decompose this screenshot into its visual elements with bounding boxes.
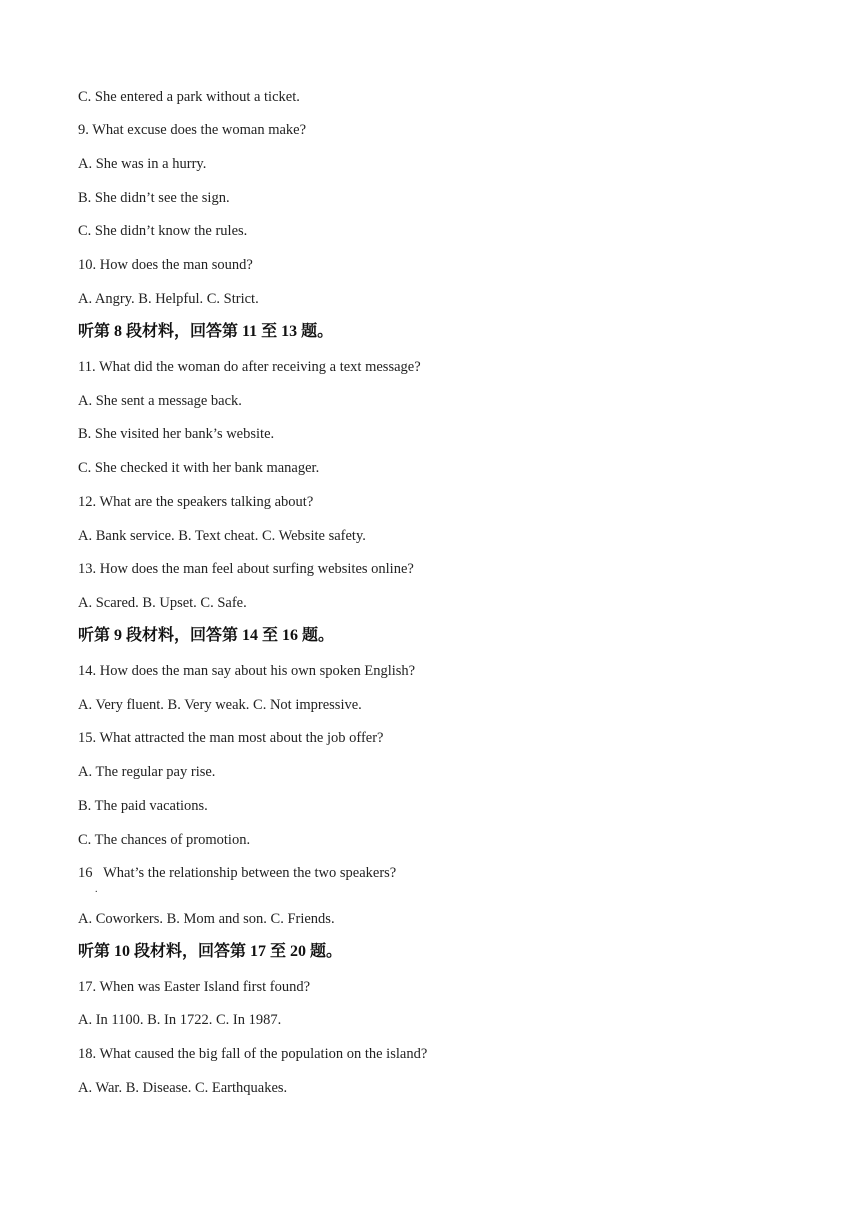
option-text: C. She didn’t know the rules. [78, 223, 248, 239]
option-text: A. Bank service. B. Text cheat. C. Website safety. [78, 528, 366, 544]
option-text: C. She entered a park without a ticket. [78, 89, 300, 105]
section-heading: 听第 8 段材料，回答第 11 至 13 题。 [78, 323, 334, 340]
option-text: C. She checked it with her bank manager. [78, 460, 320, 476]
question-text: 9. What excuse does the woman make? [78, 122, 307, 138]
option-text: B. She visited her bank’s website. [78, 426, 275, 442]
question-16-dot: . [95, 884, 98, 895]
section-heading: 听第 10 段材料，回答第 17 至 20 题。 [78, 943, 343, 960]
option-text: C. The chances of promotion. [78, 832, 251, 848]
option-text: A. She was in a hurry. [78, 156, 207, 172]
option-text: B. She didn’t see the sign. [78, 190, 230, 206]
option-text: A. Scared. B. Upset. C. Safe. [78, 595, 247, 611]
question-text: 11. What did the woman do after receiving a text message? [78, 359, 421, 375]
option-text: B. The paid vacations. [78, 798, 208, 814]
question-text: 18. What caused the big fall of the population on the island? [78, 1046, 428, 1062]
option-text: A. The regular pay rise. [78, 764, 216, 780]
option-text: A. Very fluent. B. Very weak. C. Not impressive. [78, 697, 362, 713]
question-text: 15. What attracted the man most about the job offer? [78, 730, 384, 746]
question-text: 14. How does the man say about his own spoken English? [78, 663, 416, 679]
option-text: A. Coworkers. B. Mom and son. C. Friends. [78, 911, 335, 927]
question-text: 13. How does the man feel about surfing websites online? [78, 561, 414, 577]
question-text: 12. What are the speakers talking about? [78, 494, 314, 510]
option-text: A. War. B. Disease. C. Earthquakes. [78, 1080, 288, 1096]
section-heading: 听第 9 段材料，回答第 14 至 16 题。 [78, 627, 335, 644]
option-text: A. Angry. B. Helpful. C. Strict. [78, 291, 259, 307]
question-text: 17. When was Easter Island first found? [78, 979, 311, 995]
option-text: A. She sent a message back. [78, 393, 242, 409]
option-text: A. In 1100. B. In 1722. C. In 1987. [78, 1012, 282, 1028]
question-text: 16 What’s the relationship between the two speakers? [78, 865, 397, 881]
question-text: 10. How does the man sound? [78, 257, 253, 273]
